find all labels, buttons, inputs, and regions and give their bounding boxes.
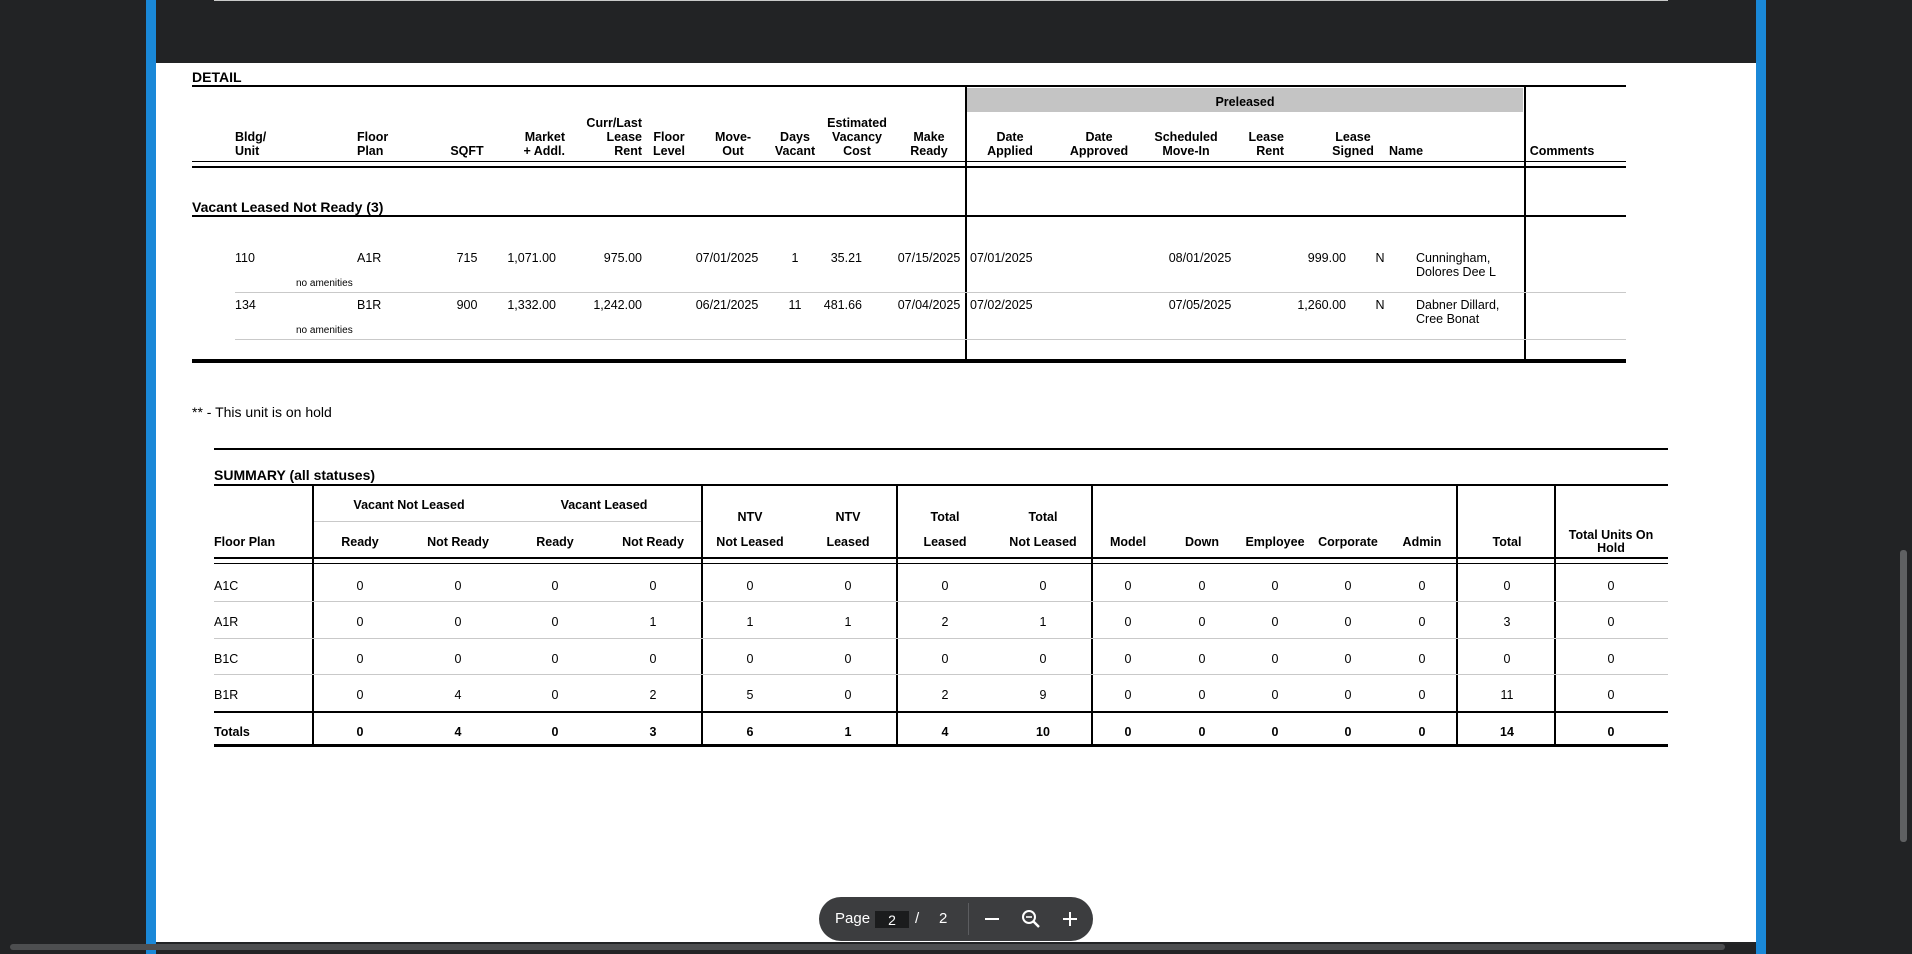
column-header: Not Ready xyxy=(427,535,489,549)
column-header: Total xyxy=(930,510,960,524)
summary-column-divider xyxy=(1091,484,1093,747)
summary-cell: 0 xyxy=(551,688,559,702)
summary-cell: 0 xyxy=(1198,652,1206,666)
summary-cell: 1 xyxy=(649,615,657,629)
summary-cell: 0 xyxy=(356,652,364,666)
summary-cell: 0 xyxy=(551,652,559,666)
summary-cell: 0 xyxy=(1198,688,1206,702)
summary-cell: 9 xyxy=(1039,688,1047,702)
summary-cell: 2 xyxy=(941,615,949,629)
column-header: Curr/Last xyxy=(586,116,642,130)
column-header: Admin xyxy=(1402,535,1442,549)
column-header: Hold xyxy=(1597,541,1625,555)
summary-top-rule xyxy=(214,448,1668,450)
column-header: Scheduled xyxy=(1154,130,1218,144)
vertical-scrollbar[interactable] xyxy=(1900,550,1907,842)
summary-cell: 3 xyxy=(1503,615,1511,629)
summary-floor-plan: B1C xyxy=(214,652,239,666)
summary-cell: 0 xyxy=(1418,579,1426,593)
summary-cell: 0 xyxy=(844,579,852,593)
summary-column-divider xyxy=(896,484,898,747)
summary-cell: 0 xyxy=(746,579,754,593)
zoom-out-icon xyxy=(978,905,1006,933)
cell-curr-rent: 975.00 xyxy=(603,251,642,265)
column-header: + Addl. xyxy=(523,144,565,158)
page-label: Page xyxy=(835,910,871,927)
column-header: Employee xyxy=(1245,535,1305,549)
column-header: Date xyxy=(996,130,1024,144)
totals-cell: 0 xyxy=(1344,725,1352,739)
summary-cell: 0 xyxy=(1607,615,1615,629)
totals-cell: 3 xyxy=(649,725,657,739)
cell-vacancy-cost: 35.21 xyxy=(830,251,862,265)
column-header: Vacancy xyxy=(831,130,883,144)
column-header: Vacant xyxy=(774,144,816,158)
column-header: Not Leased xyxy=(716,535,784,549)
summary-column-divider xyxy=(312,484,314,747)
total-pages: 2 xyxy=(939,910,948,927)
pdf-toolbar xyxy=(819,897,1093,941)
summary-cell: 0 xyxy=(551,579,559,593)
cell-lease-signed: N xyxy=(1375,298,1385,312)
summary-row-divider xyxy=(214,0,1668,1)
zoom-out-button[interactable] xyxy=(978,905,1006,933)
cell-name: Dolores Dee L xyxy=(1416,265,1496,279)
column-header: Make xyxy=(913,130,945,144)
summary-header-rule xyxy=(214,484,1668,486)
column-header: Days xyxy=(780,130,810,144)
summary-cell: 0 xyxy=(1607,579,1615,593)
summary-totals-rule xyxy=(214,711,1668,713)
summary-cell: 0 xyxy=(1344,688,1352,702)
totals-cell: 1 xyxy=(844,725,852,739)
summary-cell: 0 xyxy=(551,615,559,629)
summary-cell: 0 xyxy=(1039,579,1047,593)
summary-title: SUMMARY (all statuses) xyxy=(214,467,376,483)
summary-cell: 2 xyxy=(941,688,949,702)
cell-sqft: 900 xyxy=(456,298,478,312)
summary-cell: 0 xyxy=(1198,579,1206,593)
group-rule xyxy=(192,215,1626,217)
summary-cell: 0 xyxy=(1271,579,1279,593)
cell-unit: 134 xyxy=(235,298,256,312)
column-header: Out xyxy=(722,144,744,158)
detail-row-divider xyxy=(235,292,1626,293)
summary-header-bottom-rule xyxy=(214,563,1668,564)
zoom-in-icon xyxy=(1056,905,1084,933)
summary-row-divider xyxy=(214,674,1668,675)
summary-cell: 0 xyxy=(356,615,364,629)
detail-title: DETAIL xyxy=(192,69,242,85)
column-header: Name xyxy=(1389,144,1424,158)
summary-cell: 0 xyxy=(1503,579,1511,593)
totals-cell: 0 xyxy=(1607,725,1615,739)
cell-date-applied: 07/02/2025 xyxy=(970,298,1033,312)
summary-cell: 0 xyxy=(454,615,462,629)
column-header: NTV xyxy=(737,510,763,524)
summary-row-divider xyxy=(214,638,1668,639)
summary-cell: 5 xyxy=(746,688,754,702)
cell-lease-signed: N xyxy=(1375,251,1385,265)
summary-cell: 11 xyxy=(1500,688,1514,702)
column-header: Total xyxy=(1028,510,1058,524)
cell-make-ready: 07/15/2025 xyxy=(897,251,961,265)
column-header: Move-In xyxy=(1162,144,1210,158)
summary-header-bottom-rule xyxy=(214,557,1668,559)
column-header: Rent xyxy=(1256,144,1284,158)
column-header: Total Units On xyxy=(1568,528,1654,542)
summary-cell: 0 xyxy=(1418,615,1426,629)
page-separator: / xyxy=(915,910,920,927)
summary-cell: 2 xyxy=(649,688,657,702)
column-header: Signed xyxy=(1332,144,1374,158)
detail-row-divider xyxy=(235,339,1626,340)
summary-floor-plan: A1R xyxy=(214,615,239,629)
column-header: Floor Plan xyxy=(214,535,276,549)
summary-cell: 0 xyxy=(941,579,949,593)
preleased-header: Preleased xyxy=(1215,95,1275,109)
summary-cell: 0 xyxy=(1198,615,1206,629)
column-header: Date xyxy=(1085,130,1113,144)
totals-cell: 4 xyxy=(941,725,949,739)
summary-cell: 0 xyxy=(1503,652,1511,666)
cell-market: 1,332.00 xyxy=(507,298,556,312)
cell-move-out: 07/01/2025 xyxy=(695,251,759,265)
summary-floor-plan: A1C xyxy=(214,579,239,593)
summary-cell: 0 xyxy=(356,688,364,702)
column-header: Corporate xyxy=(1318,535,1378,549)
totals-cell: 10 xyxy=(1036,725,1050,739)
summary-cell: 0 xyxy=(1124,688,1132,702)
horizontal-scrollbar[interactable] xyxy=(10,944,1725,950)
column-header: Not Leased xyxy=(1009,535,1077,549)
summary-cell: 0 xyxy=(1344,652,1352,666)
summary-cell: 0 xyxy=(844,652,852,666)
summary-cell: 0 xyxy=(649,652,657,666)
column-header: Lease xyxy=(1335,130,1371,144)
summary-column-divider xyxy=(701,484,703,747)
cell-sqft: 715 xyxy=(456,251,478,265)
column-header: Down xyxy=(1184,535,1220,549)
cell-move-in: 07/05/2025 xyxy=(1168,298,1232,312)
detail-top-rule xyxy=(192,85,1626,87)
summary-cell: 0 xyxy=(746,652,754,666)
summary-cell: 0 xyxy=(1039,652,1047,666)
footnote: ** - This unit is on hold xyxy=(192,404,332,420)
column-header: Market xyxy=(524,130,565,144)
cell-unit: 110 xyxy=(235,251,255,265)
totals-label: Totals xyxy=(214,725,250,739)
totals-cell: 0 xyxy=(356,725,364,739)
cell-days-vacant: 1 xyxy=(791,251,799,265)
summary-cell: 0 xyxy=(1344,579,1352,593)
totals-cell: 0 xyxy=(551,725,559,739)
summary-cell: 1 xyxy=(1039,615,1047,629)
summary-cell: 0 xyxy=(1344,615,1352,629)
cell-lease-rent: 999.00 xyxy=(1307,251,1346,265)
column-header: Total xyxy=(1492,535,1522,549)
summary-cell: 0 xyxy=(454,652,462,666)
cell-name: Cunningham, xyxy=(1416,251,1491,265)
totals-cell: 6 xyxy=(746,725,754,739)
column-header: SQFT xyxy=(450,144,484,158)
column-header: Leased xyxy=(923,535,967,549)
column-header: NTV xyxy=(835,510,861,524)
column-header: Floor xyxy=(653,130,685,144)
group-header: Vacant Not Leased xyxy=(353,498,465,512)
column-header: Ready xyxy=(536,535,574,549)
column-header: Floor xyxy=(357,130,389,144)
cell-date-applied: 07/01/2025 xyxy=(970,251,1033,265)
totals-cell: 4 xyxy=(454,725,462,739)
cell-floor-plan: A1R xyxy=(357,251,382,265)
summary-cell: 4 xyxy=(454,688,462,702)
cell-note: no amenities xyxy=(296,325,353,336)
column-header: Cost xyxy=(843,144,871,158)
column-header: Unit xyxy=(235,144,260,158)
toolbar-divider xyxy=(968,903,969,935)
group-header-divider xyxy=(312,521,702,522)
summary-cell: 0 xyxy=(1607,652,1615,666)
summary-cell: 0 xyxy=(454,579,462,593)
summary-cell: 0 xyxy=(1124,615,1132,629)
summary-column-divider xyxy=(1554,484,1556,747)
cell-market: 1,071.00 xyxy=(507,251,556,265)
summary-cell: 0 xyxy=(649,579,657,593)
cell-move-out: 06/21/2025 xyxy=(695,298,759,312)
cell-lease-rent: 1,260.00 xyxy=(1297,298,1346,312)
summary-cell: 1 xyxy=(746,615,754,629)
summary-cell: 0 xyxy=(1418,688,1426,702)
column-header: Comments xyxy=(1529,144,1595,158)
summary-bottom-rule xyxy=(214,744,1668,747)
left-edge xyxy=(146,0,156,954)
column-header: Bldg/ xyxy=(235,130,267,144)
cell-note: no amenities xyxy=(296,278,353,289)
cell-floor-plan: B1R xyxy=(357,298,382,312)
summary-cell: 0 xyxy=(356,579,364,593)
totals-cell: 0 xyxy=(1418,725,1426,739)
preleased-right-divider xyxy=(1524,86,1526,361)
column-header: Rent xyxy=(614,144,642,158)
column-header: Applied xyxy=(987,144,1033,158)
summary-floor-plan: B1R xyxy=(214,688,239,702)
column-header: Move- xyxy=(714,130,752,144)
zoom-reset-icon xyxy=(1017,905,1045,933)
summary-cell: 0 xyxy=(941,652,949,666)
column-header: Plan xyxy=(357,144,384,158)
summary-cell: 0 xyxy=(1607,688,1615,702)
summary-cell: 0 xyxy=(1418,652,1426,666)
summary-cell: 0 xyxy=(1124,579,1132,593)
right-edge xyxy=(1756,0,1766,954)
cell-days-vacant: 11 xyxy=(788,298,802,312)
group-title: Vacant Leased Not Ready (3) xyxy=(192,199,384,215)
summary-cell: 0 xyxy=(1271,652,1279,666)
cell-name: Cree Bonat xyxy=(1416,312,1480,326)
summary-column-divider xyxy=(1456,484,1458,747)
detail-bottom-rule xyxy=(192,359,1626,363)
summary-row-divider xyxy=(214,601,1668,602)
totals-cell: 0 xyxy=(1198,725,1206,739)
column-header: Ready xyxy=(341,535,379,549)
column-header: Lease xyxy=(1248,130,1284,144)
column-header: Model xyxy=(1109,535,1147,549)
column-header: Level xyxy=(653,144,685,158)
page-number-input[interactable] xyxy=(875,911,909,928)
column-header: Ready xyxy=(910,144,948,158)
preleased-left-divider xyxy=(965,86,967,361)
summary-cell: 1 xyxy=(844,615,852,629)
page-gap xyxy=(156,0,1756,63)
header-rule xyxy=(192,161,1626,162)
cell-make-ready: 07/04/2025 xyxy=(897,298,961,312)
summary-cell: 0 xyxy=(1271,688,1279,702)
cell-name: Dabner Dillard, xyxy=(1416,298,1500,312)
totals-cell: 0 xyxy=(1124,725,1132,739)
column-header: Estimated xyxy=(827,116,887,130)
summary-cell: 0 xyxy=(844,688,852,702)
column-header: Lease xyxy=(606,130,642,144)
summary-cell: 0 xyxy=(1124,652,1132,666)
zoom-in-button[interactable] xyxy=(1056,905,1084,933)
totals-cell: 0 xyxy=(1271,725,1279,739)
zoom-reset-button[interactable] xyxy=(1017,905,1045,933)
cell-curr-rent: 1,242.00 xyxy=(593,298,642,312)
totals-cell: 14 xyxy=(1500,725,1514,739)
column-header: Leased xyxy=(826,535,870,549)
cell-vacancy-cost: 481.66 xyxy=(823,298,862,312)
header-rule xyxy=(192,166,1626,168)
summary-cell: 0 xyxy=(1271,615,1279,629)
group-header: Vacant Leased xyxy=(560,498,648,512)
column-header: Approved xyxy=(1069,144,1129,158)
column-header: Not Ready xyxy=(622,535,684,549)
cell-move-in: 08/01/2025 xyxy=(1168,251,1232,265)
